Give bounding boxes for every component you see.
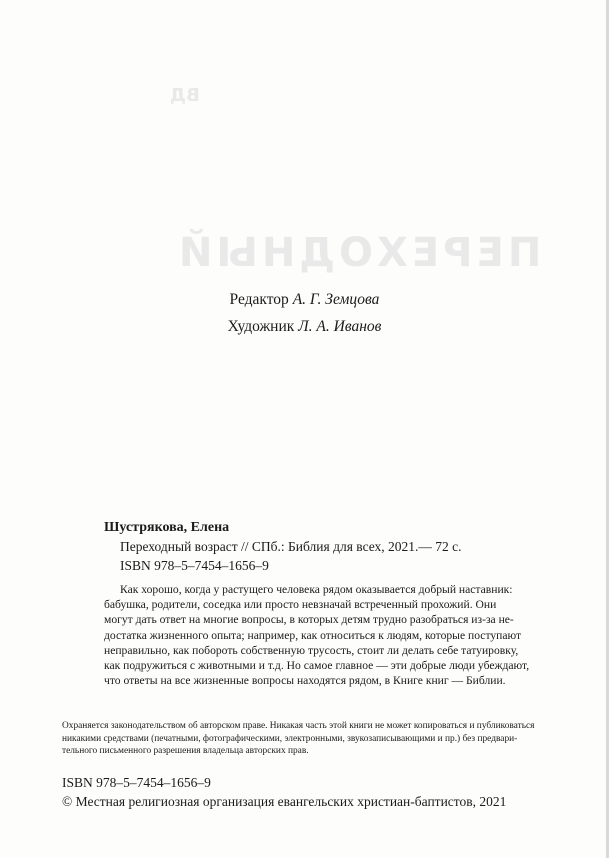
notice-line: Охраняется законодательством об авторском праве. Никакая часть этой книги не может копироваться и публиковаться: [62, 721, 535, 731]
annotation-line: достатка жизненного опыта; например, как относиться к людям, которые поступают: [104, 628, 522, 642]
bleed-through-mark: ВД: [170, 85, 200, 106]
footer-copyright: © Местная религиозная организация евангельских христиан-баптистов, 2021: [62, 794, 507, 809]
copyright-notice: [62, 720, 542, 758]
annotation-line: Как хорошо, когда у растущего человека рядом оказывается добрый наставник:: [120, 583, 513, 596]
artist-role: Художник: [227, 318, 295, 335]
notice-line: тельного письменного разрешения владельца авторских прав.: [62, 746, 309, 756]
bibliographic-record: [104, 519, 544, 576]
credits-block: [0, 286, 609, 340]
annotation-line: что ответы на все жизненные вопросы находятся рядом, в Книге книг — Библии.: [104, 674, 506, 688]
editor-line: [0, 286, 609, 313]
footer-isbn: ISBN 978–5–7454–1656–9: [62, 775, 211, 790]
annotation-line: неправильно, как побороть собственную трусость, стоит ли делать себе татуировку,: [104, 643, 519, 657]
annotation: [104, 582, 538, 688]
artist-name: Л. А. Иванов: [298, 318, 382, 335]
editor-role: Редактор: [229, 291, 289, 308]
author-heading: Шустрякова, Елена: [104, 520, 230, 535]
title-imprint: Переходный возраст // СПб.: Библия для всех, 2021.— 72 с.: [120, 539, 462, 554]
annotation-line: бабушка, родители, соседка или просто невзначай встреченный прохожий. Они: [104, 598, 497, 612]
artist-line: [0, 313, 609, 340]
bleed-through-title: ПЕРЕХОДНЫЙ: [175, 230, 542, 276]
record-isbn: ISBN 978–5–7454–1656–9: [120, 558, 269, 573]
annotation-line: как подружиться с животными и т.д. Но самое главное — эти добрые люди убеждают,: [104, 659, 530, 673]
imprint-footer: [62, 773, 562, 811]
notice-line: никакими средствами (печатными, фотографическими, электронными, звукозаписывающими и пр.) без предвари-: [62, 733, 518, 744]
editor-name: А. Г. Земцова: [292, 291, 380, 308]
annotation-line: могут дать ответ на многие вопросы, в которых детям трудно разобраться из-за не-: [104, 613, 514, 627]
